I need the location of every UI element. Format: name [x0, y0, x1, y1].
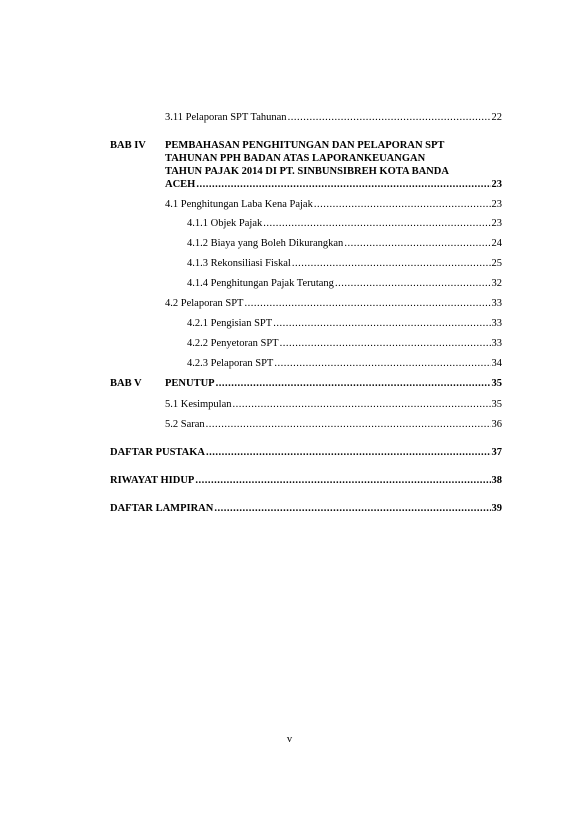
toc-entry-text: 4.1.4 Penghitungan Pajak Terutang: [187, 278, 334, 289]
chapter-title-line: TAHUN PAJAK 2014 DI PT. SINBUNSIBREH KOTA BANDA: [165, 166, 449, 177]
toc-entry-3-11[interactable]: [165, 111, 502, 124]
toc-entry-text: 4.1.1 Objek Pajak: [187, 218, 263, 229]
chapter-title-line: TAHUNAN PPH BADAN ATAS LAPORANKEUANGAN: [165, 153, 426, 164]
chapter-title-line: ACEH: [165, 179, 196, 190]
dot-leader: [195, 474, 490, 487]
toc-page-number: 35: [491, 399, 502, 410]
toc-entry-text: 4.1.3 Rekonsiliasi Fiskal: [187, 258, 291, 269]
toc-entry-riwayat-hidup[interactable]: [110, 474, 502, 487]
toc-entry-text: 4.2.2 Penyetoran SPT: [187, 338, 279, 349]
toc-entry-5-2[interactable]: [165, 418, 502, 431]
toc-page-number: 34: [491, 358, 502, 369]
dot-leader: [335, 277, 491, 290]
toc-entry-text: 4.2 Pelaporan SPT: [165, 298, 244, 309]
toc-entry-text: 3.11 Pelaporan SPT Tahunan: [165, 112, 287, 123]
toc-entry-4-1-3[interactable]: [187, 257, 502, 270]
toc-page-number: 25: [491, 258, 502, 269]
dot-leader: [288, 111, 491, 124]
toc-entry-4-2-1[interactable]: [187, 317, 502, 330]
toc-page-number: 22: [491, 112, 502, 123]
toc-entry-text: 5.1 Kesimpulan: [165, 399, 232, 410]
toc-entry-4-2-3[interactable]: [187, 357, 502, 370]
toc-entry-text: 4.1.2 Biaya yang Boleh Dikurangkan: [187, 238, 344, 249]
page-number: v: [286, 734, 293, 745]
chapter-label-bab-iv: BAB IV: [110, 140, 146, 151]
toc-entry-text: 4.1 Penghitungan Laba Kena Pajak: [165, 199, 313, 210]
toc-entry-text: 4.2.3 Pelaporan SPT: [187, 358, 274, 369]
toc-entry-4-2-2[interactable]: [187, 337, 502, 350]
toc-entry-text: RIWAYAT HIDUP: [110, 475, 195, 486]
toc-page-number: 32: [491, 278, 502, 289]
toc-entry-text: 5.2 Saran: [165, 419, 205, 430]
toc-page-number: 23: [491, 199, 502, 210]
toc-page-number: 38: [491, 475, 502, 486]
dot-leader: [206, 418, 491, 431]
toc-entry-4-1-2[interactable]: [187, 237, 502, 250]
toc-entry-4-1-1[interactable]: [187, 217, 502, 230]
dot-leader: [273, 317, 490, 330]
toc-entry-text: 4.2.1 Pengisian SPT: [187, 318, 273, 329]
toc-entry-bab-v[interactable]: [165, 377, 502, 390]
toc-page-number: 23: [491, 179, 502, 190]
dot-leader: [263, 217, 490, 230]
dot-leader: [216, 377, 491, 390]
toc-entry-text: DAFTAR PUSTAKA: [110, 447, 205, 458]
dot-leader: [244, 297, 490, 310]
toc-page-number: 35: [491, 378, 502, 389]
toc-page-number: 37: [491, 447, 502, 458]
toc-entry-daftar-pustaka[interactable]: [110, 446, 502, 459]
dot-leader: [214, 502, 490, 515]
dot-leader: [344, 237, 490, 250]
chapter-title-line: PENUTUP: [165, 378, 215, 389]
dot-leader: [233, 398, 491, 411]
toc-page-number: 24: [491, 238, 502, 249]
toc-page-number: 36: [491, 419, 502, 430]
toc-entry-4-2[interactable]: [165, 297, 502, 310]
dot-leader: [314, 198, 491, 211]
toc-entry-5-1[interactable]: [165, 398, 502, 411]
dot-leader: [196, 178, 490, 191]
toc-entry-daftar-lampiran[interactable]: [110, 502, 502, 515]
toc-page-number: 23: [491, 218, 502, 229]
toc-entry-bab-iv[interactable]: [165, 178, 502, 191]
toc-entry-text: DAFTAR LAMPIRAN: [110, 503, 214, 514]
dot-leader: [206, 446, 491, 459]
toc-entry-4-1[interactable]: [165, 198, 502, 211]
chapter-title-line: PEMBAHASAN PENGHITUNGAN DAN PELAPORAN SPT: [165, 140, 445, 151]
dot-leader: [292, 257, 491, 270]
chapter-label-bab-v: BAB V: [110, 378, 142, 389]
toc-entry-4-1-4[interactable]: [187, 277, 502, 290]
toc-page-number: 39: [491, 503, 502, 514]
toc-page-number: 33: [491, 298, 502, 309]
toc-page-number: 33: [491, 318, 502, 329]
toc-page-number: 33: [491, 338, 502, 349]
dot-leader: [274, 357, 490, 370]
dot-leader: [280, 337, 491, 350]
